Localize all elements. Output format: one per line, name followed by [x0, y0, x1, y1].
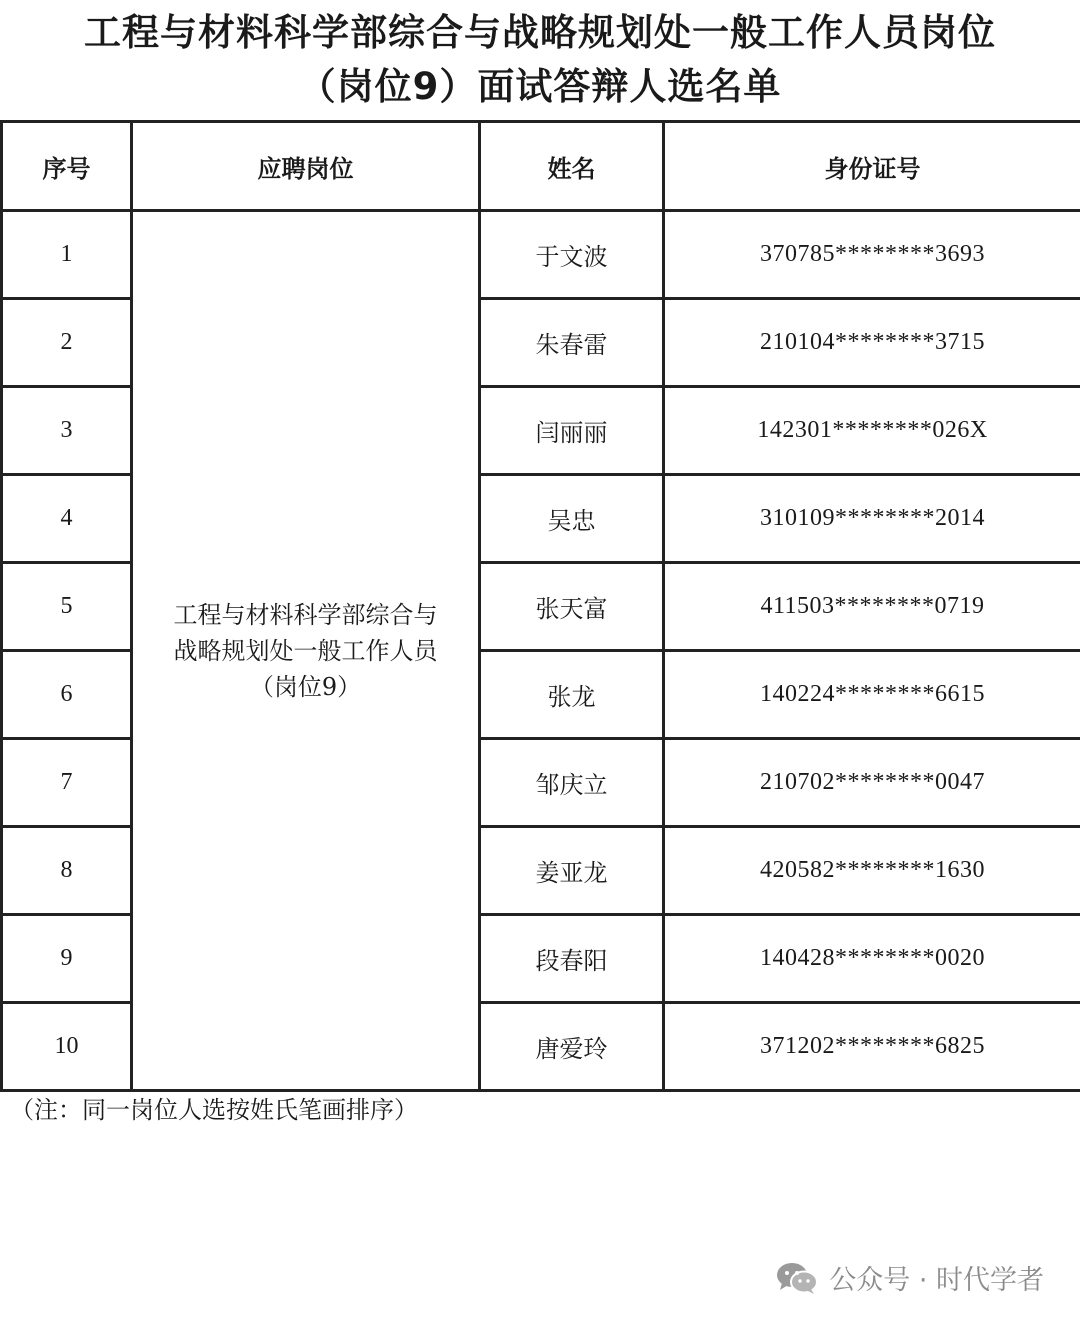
- row-id-number: 210702********0047: [664, 739, 1080, 827]
- header-id-number: 身份证号: [664, 122, 1080, 211]
- position-line-3: （岗位9）: [249, 672, 362, 701]
- row-name: 邹庆立: [480, 739, 664, 827]
- row-id-number: 310109********2014: [664, 475, 1080, 563]
- row-name: 张龙: [480, 651, 664, 739]
- row-id-number: 420582********1630: [664, 827, 1080, 915]
- sort-note: （注：同一岗位人选按姓氏笔画排序）: [10, 1096, 418, 1124]
- row-seq: 5: [2, 563, 132, 651]
- row-name: 唐爱玲: [480, 1003, 664, 1091]
- row-id-number: 142301********026X: [664, 387, 1080, 475]
- position-line-2: 战略规划处一般工作人员: [173, 636, 438, 665]
- row-seq: 4: [2, 475, 132, 563]
- row-name: 朱春雷: [480, 299, 664, 387]
- row-name: 吴忠: [480, 475, 664, 563]
- header-name: 姓名: [480, 122, 664, 211]
- row-name: 段春阳: [480, 915, 664, 1003]
- row-seq: 3: [2, 387, 132, 475]
- table-header-row: [2, 122, 1080, 211]
- watermark: [775, 1258, 1044, 1297]
- row-id-number: 371202********6825: [664, 1003, 1080, 1091]
- wechat-icon: [775, 1260, 819, 1296]
- row-id-number: 210104********3715: [664, 299, 1080, 387]
- row-name: 于文波: [480, 211, 664, 299]
- position-cell: [132, 211, 480, 1091]
- row-name: 张天富: [480, 563, 664, 651]
- row-seq: 9: [2, 915, 132, 1003]
- row-id-number: 140428********0020: [664, 915, 1080, 1003]
- row-id-number: 370785********3693: [664, 211, 1080, 299]
- row-seq: 6: [2, 651, 132, 739]
- row-seq: 8: [2, 827, 132, 915]
- row-name: 闫丽丽: [480, 387, 664, 475]
- row-seq: 1: [2, 211, 132, 299]
- row-name: 姜亚龙: [480, 827, 664, 915]
- row-seq: 7: [2, 739, 132, 827]
- row-seq: 2: [2, 299, 132, 387]
- position-line-1: 工程与材料科学部综合与: [173, 600, 438, 629]
- header-seq: 序号: [2, 122, 132, 211]
- row-seq: 10: [2, 1003, 132, 1091]
- row-id-number: 140224********6615: [664, 651, 1080, 739]
- row-id-number: 411503********0719: [664, 563, 1080, 651]
- candidate-table: [0, 120, 1080, 1092]
- header-position: 应聘岗位: [132, 122, 480, 211]
- watermark-text: 公众号 · 时代学者: [829, 1265, 1044, 1296]
- page-title-line-2: （岗位9）面试答辩人选名单: [298, 65, 782, 108]
- table-row: [2, 211, 1080, 299]
- page-title-line-1: 工程与材料科学部综合与战略规划处一般工作人员岗位: [84, 11, 996, 54]
